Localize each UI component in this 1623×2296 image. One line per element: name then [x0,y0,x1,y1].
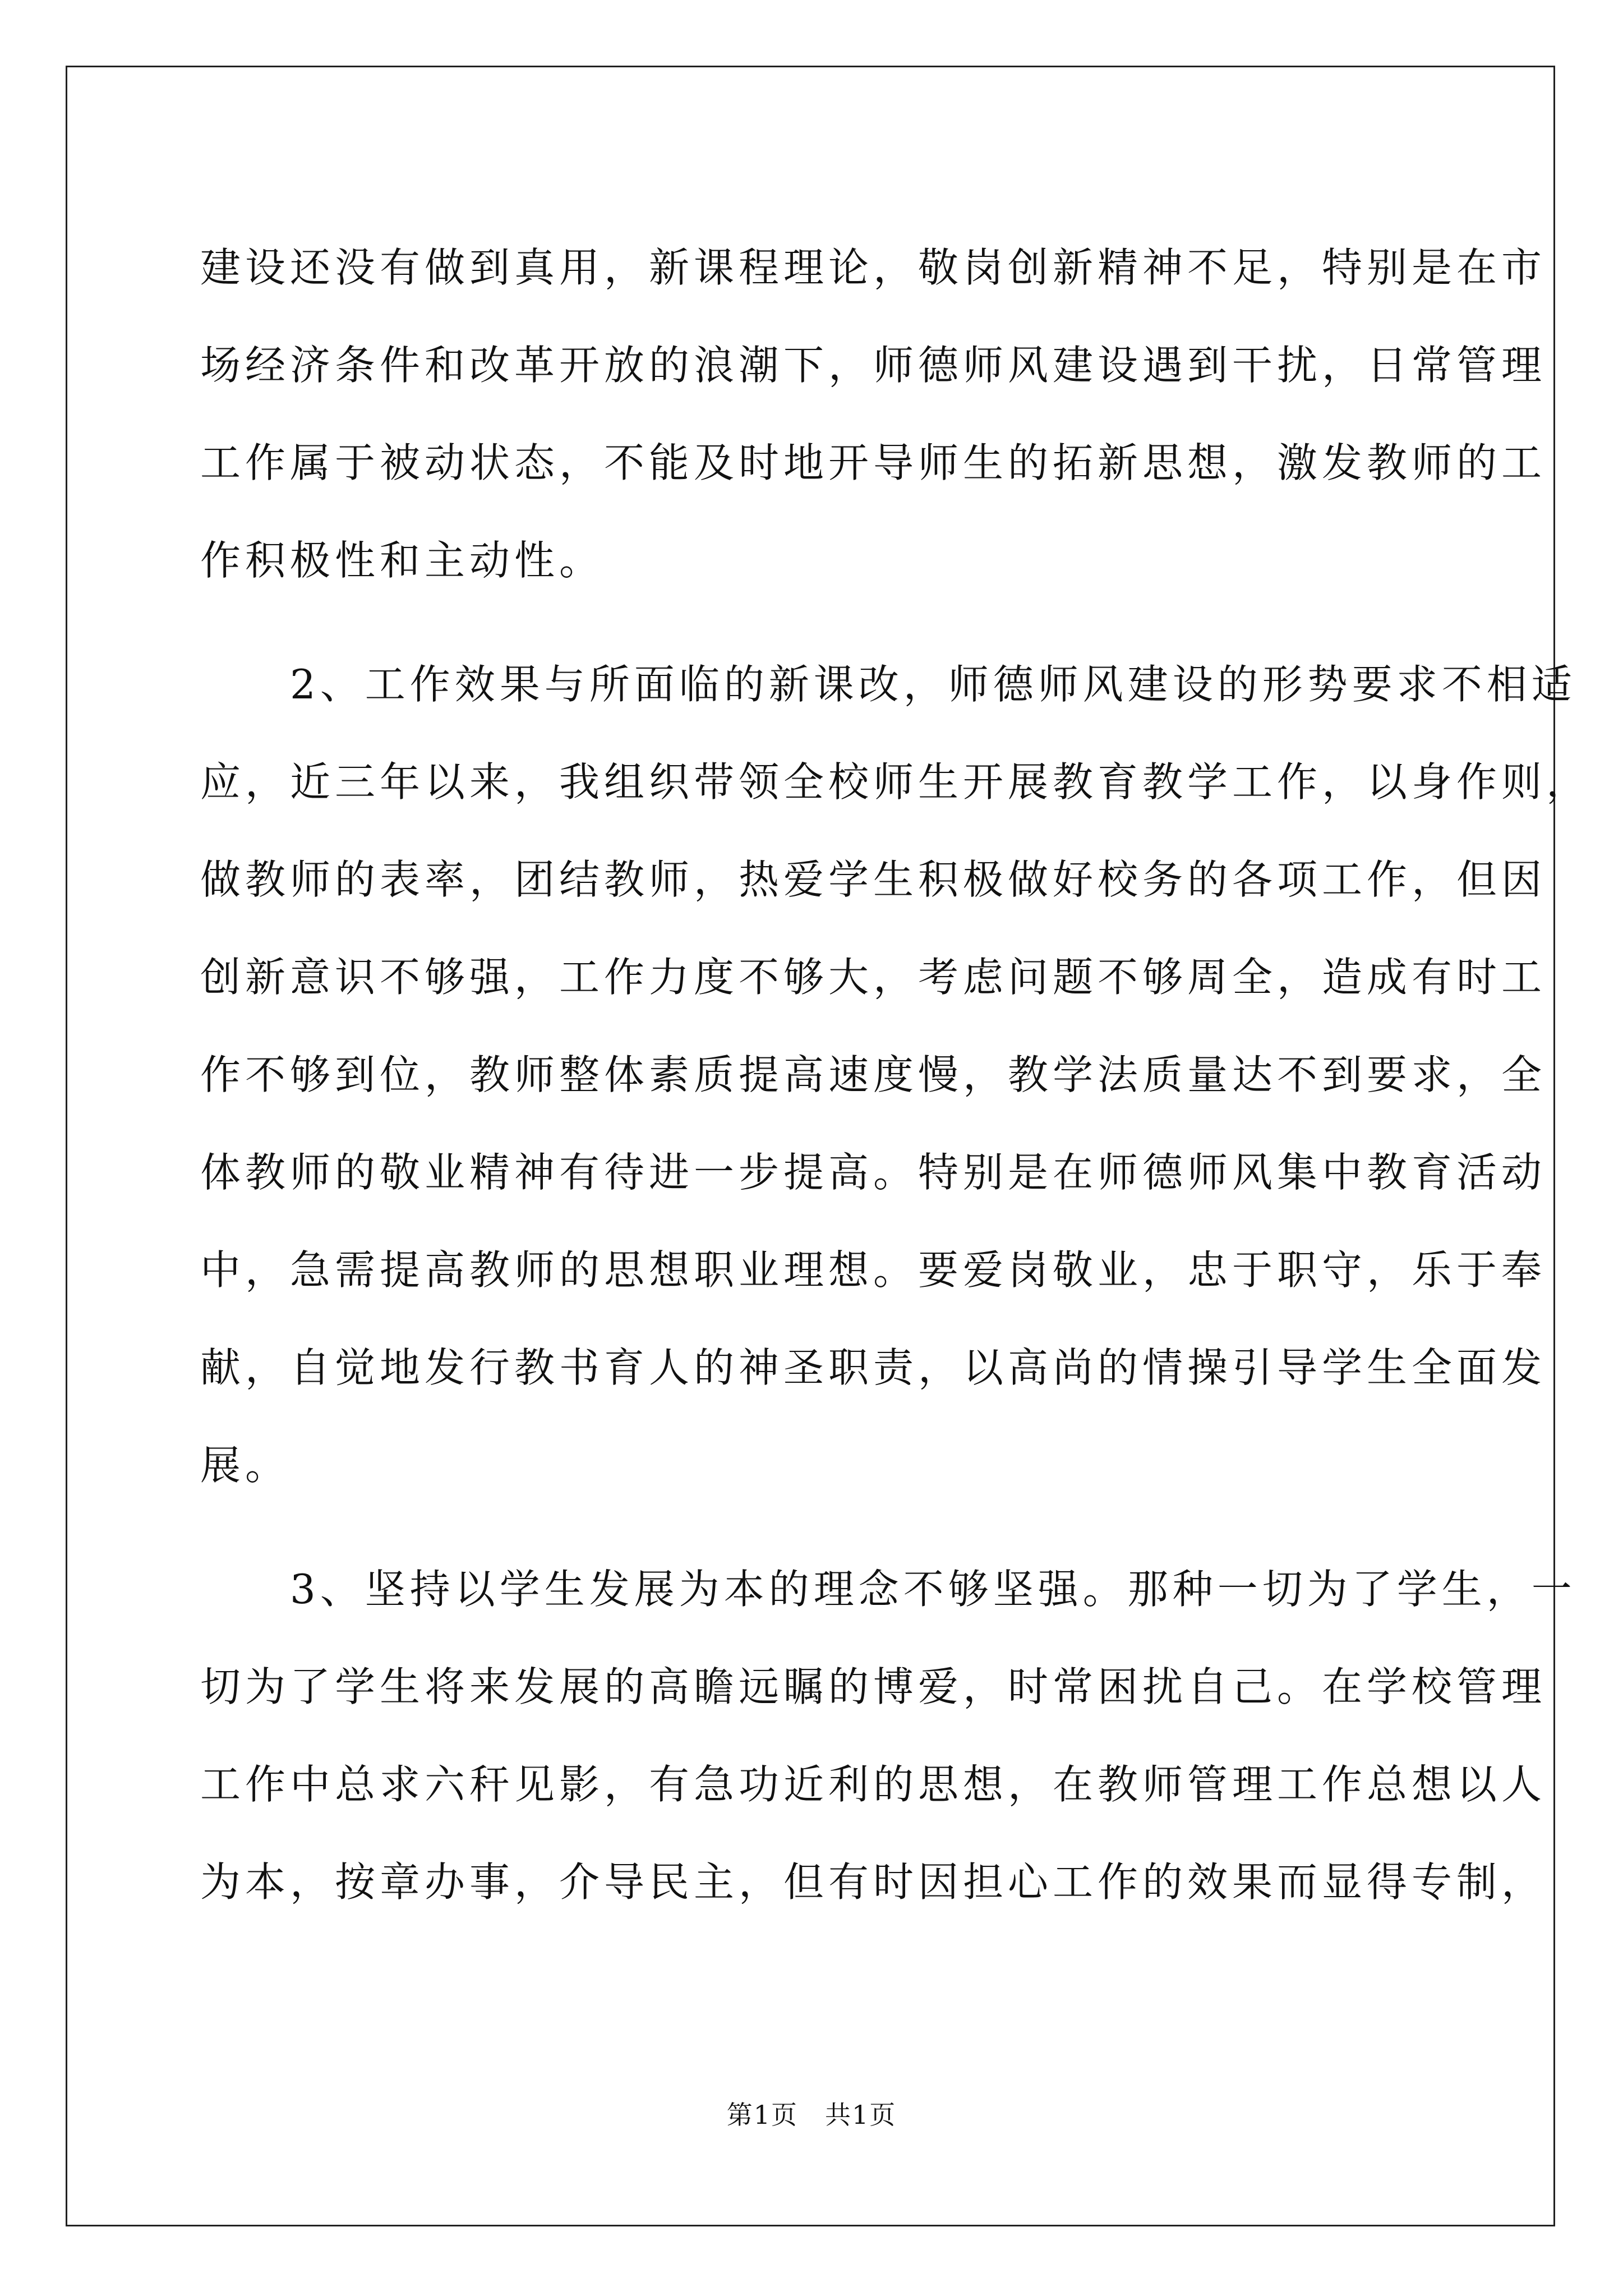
paragraph-spacer [200,609,1434,636]
text-line: 应，近三年以来，我组织带领全校师生开展教育教学工作，以身作则， [200,758,1592,806]
page-number-total: 共1页 [825,2100,897,2130]
text-line: 2、工作效果与所面临的新课改，师德师风建设的形势要求不相适 [200,661,1576,708]
text-line: 作积极性和主动性。 [200,537,605,584]
text-line: 做教师的表率，团结教师，热爱学生积极做好校务的各项工作，但因 [200,856,1547,903]
text-line: 中，急需提高教师的思想职业理想。要爱岗敬业，忠于职守，乐于奉 [200,1246,1547,1294]
paragraph-spacer [200,1514,1434,1540]
text-line: 切为了学生将来发展的高瞻远瞩的博爱，时常困扰自己。在学校管理 [200,1663,1547,1710]
text-line: 场经济条件和改革开放的浪潮下，师德师风建设遇到干扰，日常管理 [200,342,1547,389]
document-body [200,219,1592,1931]
text-line: 创新意识不够强，工作力度不够大，考虑问题不够周全，造成有时工 [200,954,1547,1001]
text-line: 建设还没有做到真用，新课程理论，敬岗创新精神不足，特别是在市 [200,244,1547,291]
text-line: 为本，按章办事，介导民主，但有时因担心工作的效果而显得专制， [200,1858,1547,1906]
page-number-current: 第1页 [726,2100,798,2130]
text-line: 工作中总求六秆见影，有急功近利的思想，在教师管理工作总想以人 [200,1761,1547,1808]
page-footer [0,2098,1623,2132]
text-line: 作不够到位，教师整体素质提高速度慢，教学法质量达不到要求，全 [200,1051,1547,1098]
text-line: 展。 [200,1442,291,1489]
text-line: 体教师的敬业精神有待进一步提高。特别是在师德师风集中教育活动 [200,1149,1547,1196]
text-line: 3、坚持以学生发展为本的理念不够坚强。那种一切为了学生，一 [200,1566,1576,1613]
text-line: 献，自觉地发行教书育人的神圣职责，以高尚的情操引导学生全面发 [200,1344,1547,1391]
text-line: 工作属于被动状态，不能及时地开导师生的拓新思想，激发教师的工 [200,439,1547,486]
